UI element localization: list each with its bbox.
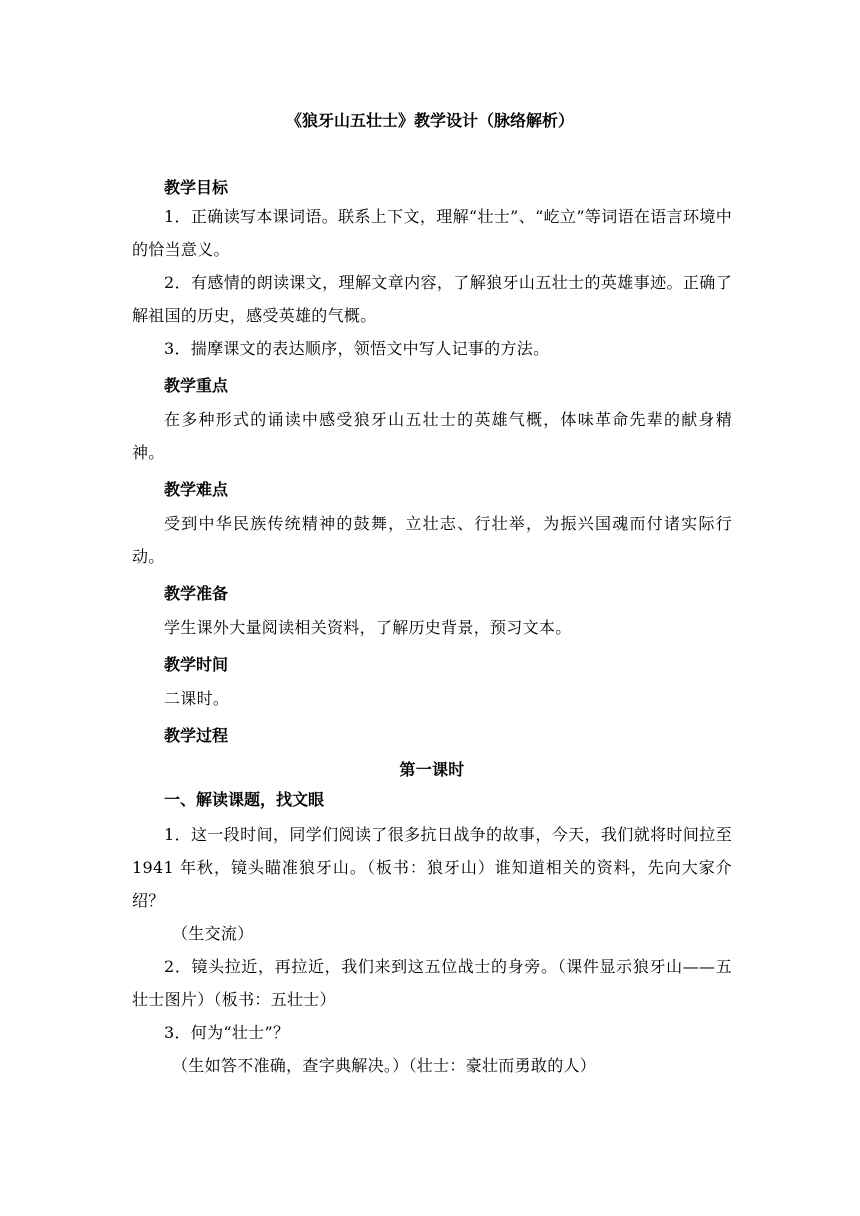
step-1: 1．这一段时间，同学们阅读了很多抗日战争的故事，今天，我们就将时间拉至 1941 年秋，镜头瞄准狼牙山。（板书：狼牙山）谁知道相关的资料，先向大家介绍？ — [132, 825, 732, 910]
part1-heading: 一、解读课题，找文眼 — [164, 790, 325, 809]
goals-heading: 教学目标 — [164, 178, 229, 197]
difficulty-heading: 教学难点 — [164, 480, 229, 499]
step-3: 3．何为“壮士”？ — [164, 1023, 290, 1042]
document-body — [132, 176, 732, 1082]
key-text: 在多种形式的诵读中感受狼牙山五壮士的英雄气概，体味革命先辈的献身精神。 — [132, 410, 732, 462]
prep-heading: 教学准备 — [164, 584, 229, 603]
prep-text: 学生课外大量阅读相关资料，了解历史背景，预习文本。 — [164, 618, 572, 637]
difficulty-text: 受到中华民族传统精神的鼓舞，立壮志、行壮举，为振兴国魂而付诸实际行动。 — [132, 514, 732, 566]
key-heading: 教学重点 — [164, 376, 229, 395]
goal-3: 3．揣摩课文的表达顺序，领悟文中写人记事的方法。 — [164, 339, 550, 358]
lesson-title: 第一课时 — [399, 760, 465, 779]
goal-1: 1．正确读写本课词语。联系上下文，理解“壮士”、“屹立”等词语在语言环境中的恰当意义。 — [132, 207, 732, 259]
document-title: 《狼牙山五壮士》教学设计（脉络解析） — [285, 111, 574, 130]
time-heading: 教学时间 — [164, 655, 229, 674]
step-2: 2．镜头拉近，再拉近，我们来到这五位战士的身旁。（课件显示狼牙山——五壮士图片）（板书：五壮士） — [132, 957, 732, 1009]
process-heading: 教学过程 — [164, 726, 229, 745]
time-text: 二课时。 — [164, 689, 230, 708]
step-1-note: （生交流） — [172, 924, 254, 943]
step-3-note: （生如答不准确，查字典解决。）（壮士：豪壮而勇敢的人） — [172, 1056, 597, 1075]
goal-2: 2．有感情的朗读课文，理解文章内容，了解狼牙山五壮士的英雄事迹。正确了解祖国的历史，感受英雄的气概。 — [132, 273, 732, 325]
